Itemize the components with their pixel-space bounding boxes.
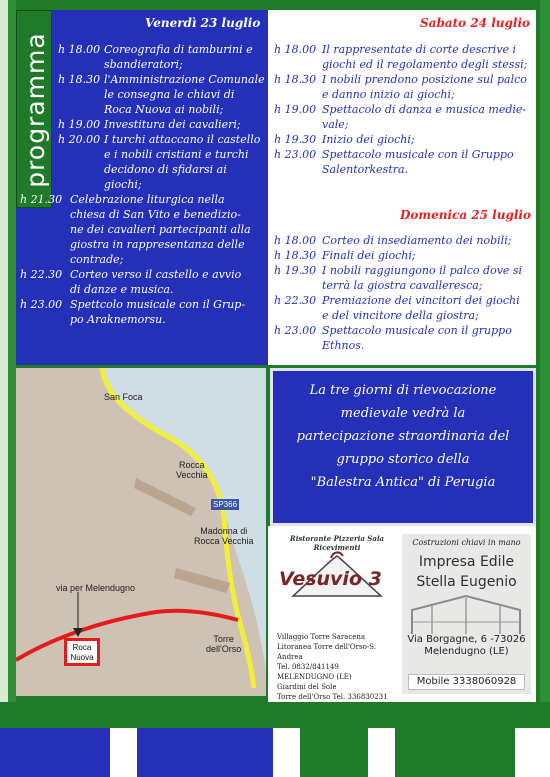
ad1-info-1: Villaggio Torre Saracena — [277, 633, 366, 641]
event-line: po Araknemorsu. — [70, 313, 166, 326]
ad-edile-address — [402, 634, 531, 658]
event-line: Spettacolo di danza e musica medie- — [322, 103, 527, 116]
event-line: Corteo di insediamento dei nobili; — [322, 234, 512, 247]
event-description — [104, 42, 266, 72]
event-line: le consegna le chiavi di — [104, 88, 235, 101]
location-map — [16, 368, 266, 696]
roca-nuova-marker — [64, 638, 100, 666]
ad-vesuvio-logo: Vesuvio 3 — [279, 568, 382, 590]
ad-edile-tagline: Costruzioni chiavi in mano — [412, 538, 521, 547]
event-time: h 19.00 — [274, 103, 317, 116]
map-label-torre-2: dell'Orso — [206, 644, 242, 654]
event-time: h 22.30 — [20, 268, 63, 281]
event-line: Premiazione dei vincitori dei giochi — [322, 294, 520, 307]
event-description — [322, 102, 534, 132]
event-line: giochi ed il regolamento degli stessi; — [322, 58, 528, 71]
event-line: Spettacolo musicale con il gruppo — [322, 324, 512, 337]
left-edge-strip — [0, 0, 8, 777]
map-label-via: via per Melendugno — [56, 583, 136, 593]
event-description — [322, 293, 534, 323]
ad1-info-4: MELENDUGNO (LE) — [277, 673, 352, 681]
event-line: I nobili raggiungono il palco dove si — [322, 264, 523, 277]
map-label-torre-1: Torre — [213, 634, 234, 644]
event-time: h 21.30 — [20, 193, 63, 206]
left-frame — [8, 0, 16, 777]
event-line: giostra in rappresentanza delle — [70, 238, 245, 251]
event-line: e i nobili cristiani e turchi — [104, 148, 249, 161]
event-description — [104, 72, 266, 117]
roca-label-1: Roca — [72, 643, 92, 652]
event-line: terrà la giostra cavalleresca; — [322, 279, 483, 292]
event-line: decidono di sfidarsi ai — [104, 163, 227, 176]
event-time: h 19.30 — [274, 133, 317, 146]
info-line-5: "Balestra Antica" di Perugia — [310, 475, 496, 490]
programma-label: programma — [21, 32, 50, 188]
event-line: e danno inizio ai giochi; — [322, 88, 455, 101]
event-description — [322, 233, 534, 248]
event-line: Spettcolo musicale con il Grup- — [70, 298, 246, 311]
event-time: h 19.30 — [274, 264, 317, 277]
ad-edile-name — [402, 552, 531, 592]
event-line: Investitura dei cavalieri; — [104, 118, 241, 131]
event-line: vale; — [322, 118, 349, 131]
roca-label-2: Nuova — [70, 653, 94, 662]
map-label-madonna — [194, 526, 254, 546]
programma-tab — [16, 10, 52, 208]
ad1-info-3: Tel. 0832/841149 — [277, 663, 339, 671]
event-line: Salentorkestra. — [322, 163, 409, 176]
event-line: Coreografia di tamburini e — [104, 43, 253, 56]
event-time: h 18.30 — [274, 249, 317, 262]
info-line-1: La tre giorni di rievocazione — [309, 383, 497, 398]
event-time: h 19.00 — [58, 118, 101, 131]
ad1-info-6: Torre dell'Orso Tel. 336830231 — [277, 693, 388, 701]
event-line: e del vincitore della giostra; — [322, 309, 479, 322]
ad-vesuvio-tagline: Ristorante Pizzeria Sala Ricevimenti — [289, 534, 385, 552]
event-line: chiesa di San Vito e benedizio- — [70, 208, 241, 221]
event-time: h 18.00 — [274, 234, 317, 247]
event-line: I turchi attaccano il castello — [104, 133, 261, 146]
ad-vesuvio-info — [277, 632, 401, 702]
saturday-heading: Sabato 24 luglio — [420, 16, 531, 30]
ad1-info-5: Giardini del Sole — [277, 683, 337, 691]
event-line: I nobili prendono posizione sul palco — [322, 73, 527, 86]
map-label-rocca-vecchia — [176, 460, 208, 480]
event-line: l'Amministrazione Comunale — [104, 73, 265, 86]
ad-impresa-edile — [402, 534, 531, 694]
info-line-4: gruppo storico della — [336, 452, 470, 467]
event-description — [322, 147, 534, 177]
ad2-addr-2: Melendugno (LE) — [424, 646, 509, 657]
event-line: Celebrazione liturgica nella — [70, 193, 225, 206]
event-time: h 23.00 — [20, 298, 63, 311]
event-line: ne dei cavalieri partecipanti alla — [70, 223, 251, 236]
map-label-rocca-2: Vecchia — [176, 470, 208, 480]
info-line-2: medievale vedrà la — [340, 406, 466, 421]
event-line: Roca Nuova ai nobili; — [104, 103, 224, 116]
map-label-rocca-1: Rocca — [179, 460, 205, 470]
info-text — [281, 379, 525, 494]
event-description — [322, 323, 534, 353]
friday-heading: Venerdì 23 luglio — [145, 16, 261, 30]
info-line-3: partecipazione straordinaria del — [296, 429, 510, 444]
event-time: h 18.30 — [274, 73, 317, 86]
event-description — [104, 132, 266, 192]
event-line: Spettacolo musicale con il Gruppo — [322, 148, 514, 161]
event-description — [322, 72, 534, 102]
house-frame-icon — [402, 594, 531, 638]
arrow-icon — [68, 592, 88, 638]
ad2-addr-1: Via Borgagne, 6 -73026 — [407, 634, 526, 645]
event-line: di danze e musica. — [70, 283, 174, 296]
event-description — [104, 117, 266, 132]
event-line: Corteo verso il castello e avvio — [70, 268, 242, 281]
sponsor-ads — [268, 526, 536, 702]
event-time: h 23.00 — [274, 148, 317, 161]
event-description — [70, 192, 266, 267]
event-line: Inizio dei giochi; — [322, 133, 415, 146]
right-frame — [540, 0, 550, 777]
battlement-border — [0, 702, 550, 777]
ad2-name-1: Impresa Edile — [418, 554, 515, 570]
event-description — [322, 42, 534, 72]
road-badge: SP366 — [213, 500, 238, 509]
map-label-torre — [206, 634, 241, 654]
ad1-info-2: Litoranea Torre dell'Orso-S. Andrea — [277, 643, 376, 661]
event-description — [70, 297, 266, 327]
map-label-madonna-1: Madonna di — [200, 526, 248, 536]
event-description — [322, 132, 534, 147]
map-label-madonna-2: Rocca Vecchia — [194, 536, 254, 546]
event-line: Finali dei giochi; — [322, 249, 416, 262]
event-time: h 18.30 — [58, 73, 101, 86]
event-line: Ethnos. — [322, 339, 365, 352]
event-description — [70, 267, 266, 297]
map-label-san-foca: San Foca — [104, 392, 143, 402]
info-box — [270, 368, 536, 526]
event-description — [322, 248, 534, 263]
ad2-name-2: Stella Eugenio — [416, 574, 517, 590]
sunday-heading: Domenica 25 luglio — [400, 208, 531, 222]
event-line: giochi; — [104, 178, 142, 191]
event-line: sbandieratori; — [104, 58, 183, 71]
event-time: h 20.00 — [58, 133, 101, 146]
event-time: h 18.00 — [58, 43, 101, 56]
ad-vesuvio — [273, 534, 401, 701]
event-time: h 23.00 — [274, 324, 317, 337]
event-description — [322, 263, 534, 293]
event-time: h 22.30 — [274, 294, 317, 307]
event-line: Il rappresentate di corte descrive i — [322, 43, 517, 56]
event-time: h 18.00 — [274, 43, 317, 56]
ad-edile-phone: Mobile 3338060928 — [408, 674, 525, 690]
event-line: contrade; — [70, 253, 124, 266]
